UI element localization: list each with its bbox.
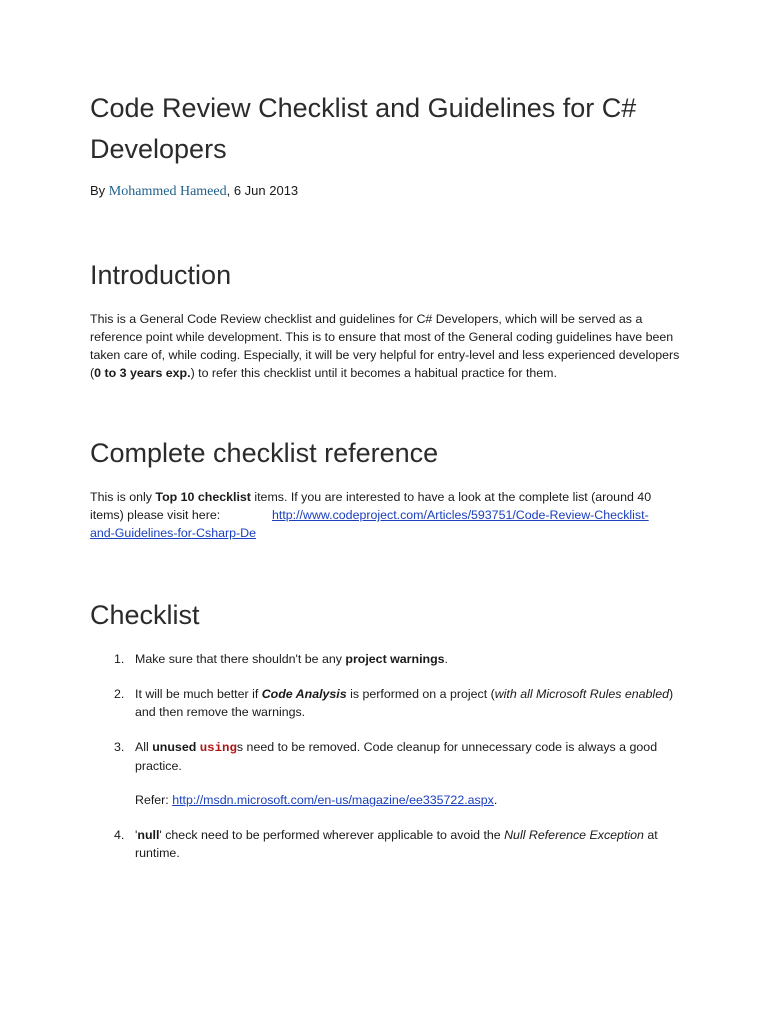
quote-open: ': [135, 828, 138, 842]
item-end: .: [444, 652, 448, 666]
document-title: Code Review Checklist and Guidelines for C# Developers: [90, 93, 637, 164]
checklist-heading: Checklist: [90, 600, 200, 630]
item-bold: unused: [152, 740, 197, 754]
inline-code: using: [199, 741, 237, 755]
codeproject-link-part-2[interactable]: and-Guidelines-for-Csharp-De: [90, 526, 256, 540]
msdn-link[interactable]: http://msdn.microsoft.com/en-us/magazine/ee335722.aspx: [172, 793, 494, 807]
reference-text-2: items. If you are interested to have a look at the complete list (around 40 items) please visit here:: [90, 490, 652, 522]
checklist-item-3-refer: [114, 791, 682, 809]
refer-end: .: [493, 793, 498, 807]
item-text-2: is performed on a project (: [346, 687, 495, 701]
intro-heading: Introduction: [90, 260, 232, 290]
item-number: 2.: [114, 687, 125, 701]
item-bold: null: [137, 828, 160, 842]
intro-text-1: This is a General Code Review checklist and guidelines for C# Developers, which will be served as a reference point while development. This is to ensure that most of the General coding guidelines have been taken care of, while coding. Especially, it will be very helpful for entry-level and less experienced developers (: [90, 312, 680, 380]
item-text-2: at runtime.: [135, 828, 658, 860]
refer-label: Refer:: [135, 793, 173, 807]
intro-bold: 0 to 3 years exp.: [94, 366, 191, 380]
byline: [90, 182, 298, 201]
quote-close: ': [159, 828, 162, 842]
checklist-item-1: [114, 650, 682, 668]
item-bold: project warnings: [345, 652, 445, 666]
author-name: Mohammed Hameed: [108, 184, 227, 199]
reference-heading: Complete checklist reference: [90, 438, 439, 468]
item-text: Make sure that there shouldn't be any: [135, 652, 346, 666]
checklist-item-2: [114, 685, 682, 721]
intro-text-2: ) to refer this checklist until it becomes a habitual practice for them.: [190, 366, 557, 380]
byline-prefix: By: [90, 183, 106, 198]
item-number: 1.: [114, 652, 125, 666]
reference-bold: Top 10 checklist: [155, 490, 251, 504]
item-text-1: check need to be performed wherever applicable to avoid the: [161, 828, 505, 842]
item-text-1: All: [135, 740, 153, 754]
item-italic: with all Microsoft Rules enabled: [494, 687, 669, 701]
item-text-3: ) and then remove the warnings.: [135, 687, 674, 719]
item-text-1: It will be much better if: [135, 687, 262, 701]
intro-paragraph: [90, 310, 690, 382]
item-bold-italic: Code Analysis: [261, 687, 347, 701]
reference-link-line-2[interactable]: [90, 524, 256, 542]
checklist-item-4: [114, 826, 682, 862]
codeproject-link-part-1[interactable]: http://www.codeproject.com/Articles/593751/Code-Review-Checklist-: [272, 508, 649, 522]
item-text-2: s need to be removed. Code cleanup for unnecessary code is always a good practice.: [135, 740, 658, 773]
item-number: 4.: [114, 828, 125, 842]
publish-date: , 6 Jun 2013: [226, 183, 299, 198]
item-italic: Null Reference Exception: [504, 828, 644, 842]
checklist-item-3: [114, 738, 682, 775]
item-number: 3.: [114, 740, 125, 754]
reference-link-line-1[interactable]: [272, 506, 649, 524]
reference-text-1: This is only: [90, 490, 156, 504]
